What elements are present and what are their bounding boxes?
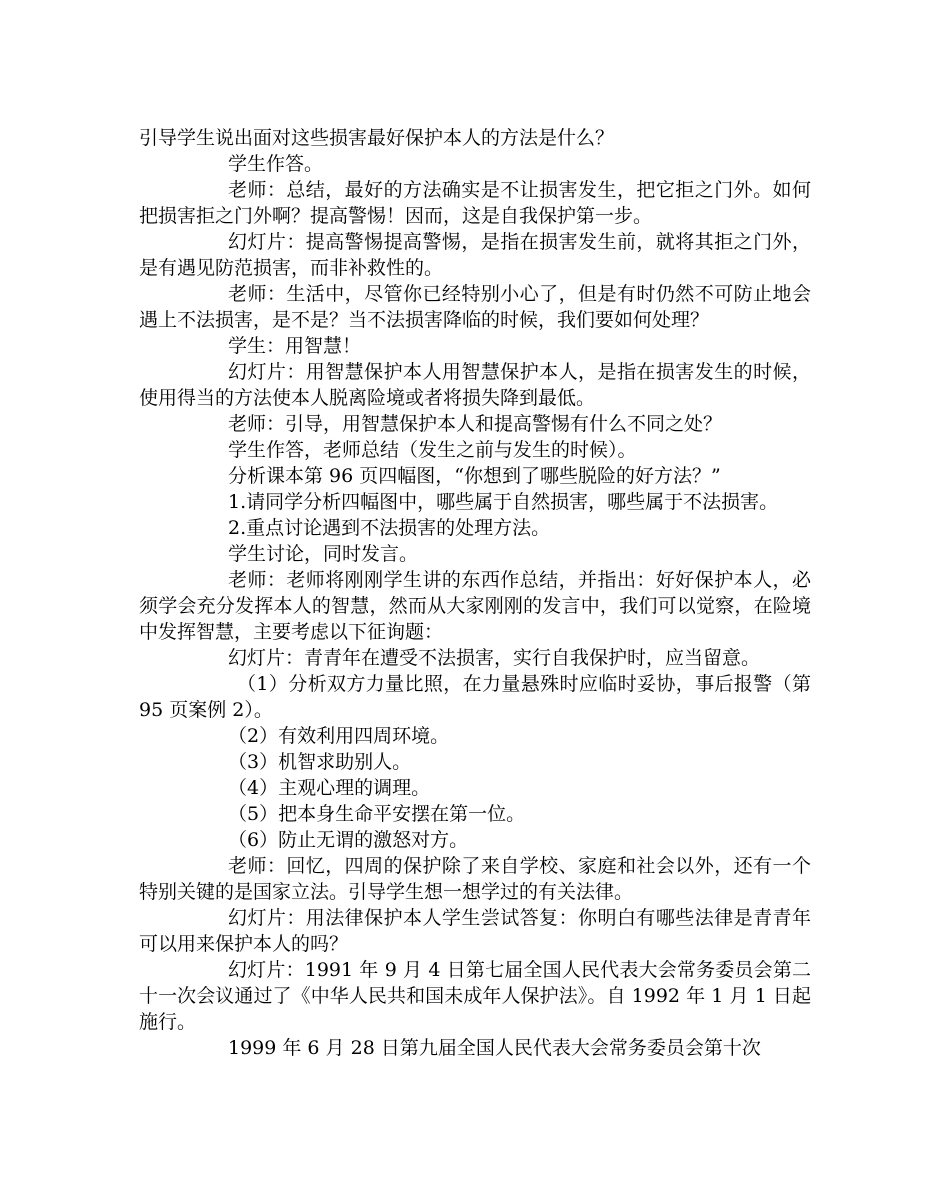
paragraph: 分析课本第 96 页四幅图，“你想到了哪些脱险的好方法？” xyxy=(228,465,721,487)
paragraph: （1）分析双方力量比照，在力量悬殊时应临时妥协，事后报警（第 95 页案例 2）。 xyxy=(139,673,811,721)
paragraph: 学生：用智慧！ xyxy=(228,335,362,357)
paragraph: （4）主观心理的调理。 xyxy=(228,777,431,799)
paragraph: 1999 年 6 月 28 日第九届全国人民代表大会常务委员会第十次 xyxy=(228,1037,761,1059)
paragraph: 学生讨论，同时发言。 xyxy=(228,543,419,565)
paragraph: 老师：生活中，尽管你已经特别小心了，但是有时仍然不可防止地会遇上不法损害，是不是？当不法损害降临的时候，我们要如何处理？ xyxy=(139,283,811,331)
paragraph: （2）有效利用四周环境。 xyxy=(228,725,450,747)
paragraph: 幻灯片：提高警惕提高警惕，是指在损害发生前，就将其拒之门外，是有遇见防范损害，而非补救性的。 xyxy=(139,231,811,279)
paragraph: 老师：老师将刚刚学生讲的东西作总结，并指出：好好保护本人，必须学会充分发挥本人的智慧，然而从大家刚刚的发言中，我们可以觉察，在险境中发挥智慧，主要考虑以下征询题： xyxy=(139,569,811,643)
paragraph: 幻灯片：青青年在遭受不法损害，实行自我保护时，应当留意。 xyxy=(228,647,761,669)
paragraph: 幻灯片：用智慧保护本人用智慧保护本人，是指在损害发生的时候，使用得当的方法使本人脱离险境或者将损失降到最低。 xyxy=(139,361,811,409)
paragraph: 老师：引导，用智慧保护本人和提高警惕有什么不同之处？ xyxy=(228,413,723,435)
paragraph: 学生作答，老师总结（发生之前与发生的时候）。 xyxy=(228,439,637,461)
paragraph: 引导学生说出面对这些损害最好保护本人的方法是什么？ xyxy=(139,127,615,149)
paragraph: （5）把本身生命平安摆在第一位。 xyxy=(228,803,526,825)
paragraph: 幻灯片：1991 年 9 月 4 日第七届全国人民代表大会常务委员会第二十一次会议通过了《中华人民共和国未成年人保护法》。自 1992 年 1 月 1 日起施行。 xyxy=(139,959,811,1033)
paragraph: 1.请同学分析四幅图中，哪些属于自然损害，哪些属于不法损害。 xyxy=(228,491,779,513)
paragraph: 老师：回忆，四周的保护除了来自学校、家庭和社会以外，还有一个特别关键的是国家立法。引导学生想一想学过的有关法律。 xyxy=(139,855,811,903)
paragraph: 2.重点讨论遇到不法损害的处理方法。 xyxy=(228,517,551,539)
paragraph: 幻灯片：用法律保护本人学生尝试答复：你明白有哪些法律是青青年可以用来保护本人的吗？ xyxy=(139,907,811,955)
paragraph: （3）机智求助别人。 xyxy=(228,751,412,773)
document-page xyxy=(139,125,811,1061)
paragraph: 学生作答。 xyxy=(228,153,324,175)
paragraph: 老师：总结，最好的方法确实是不让损害发生，把它拒之门外。如何把损害拒之门外啊？提高警惕！因而，这是自我保护第一步。 xyxy=(139,179,811,227)
paragraph: （6）防止无谓的激怒对方。 xyxy=(228,829,469,851)
